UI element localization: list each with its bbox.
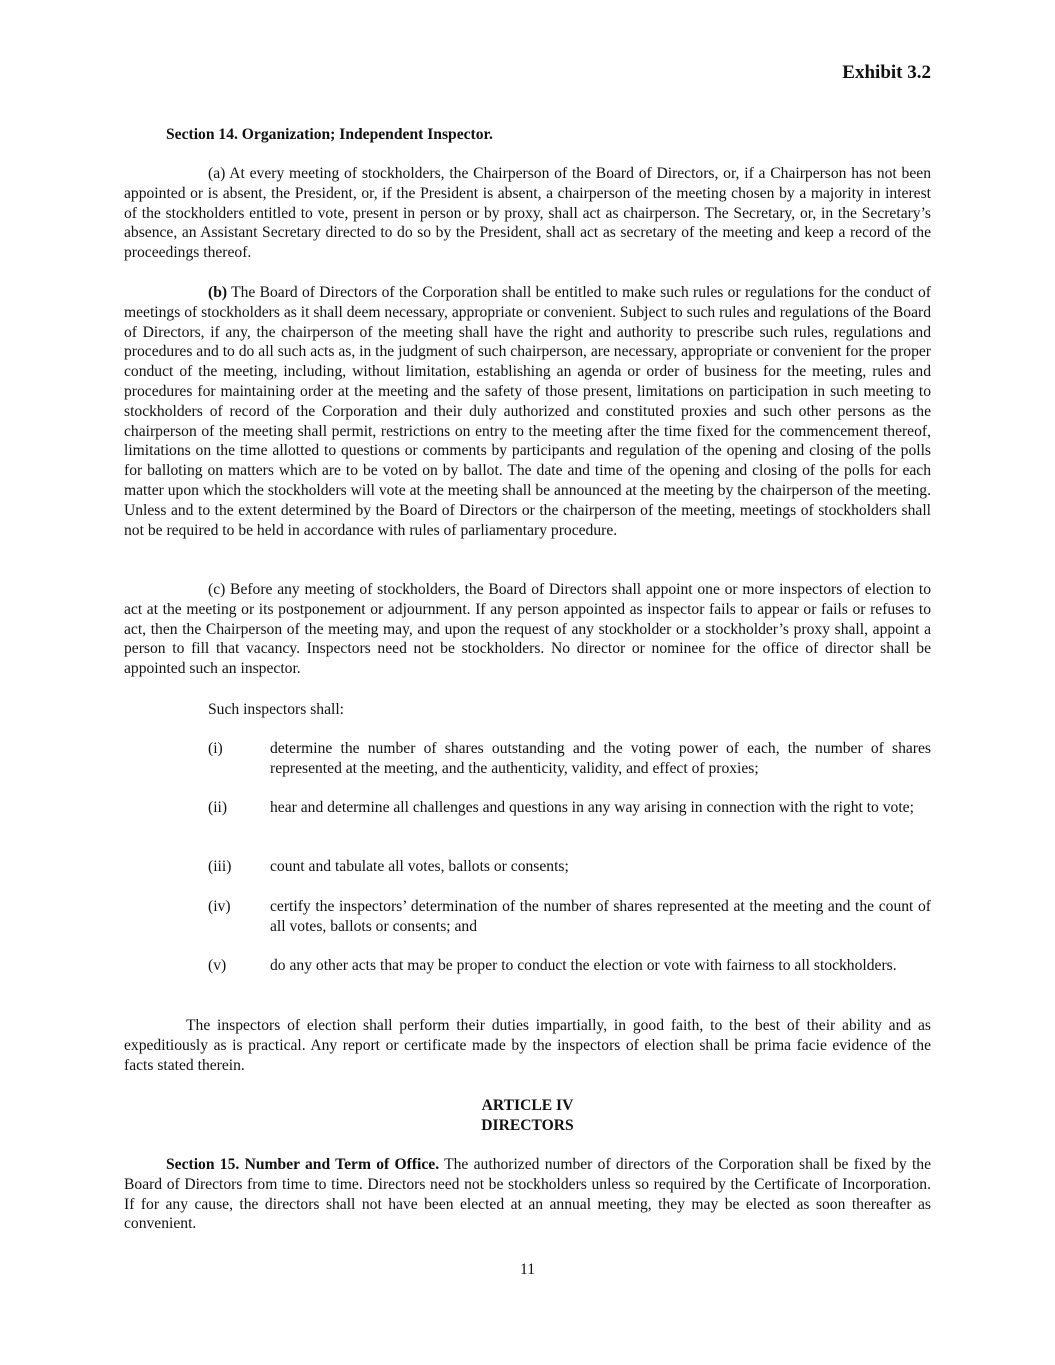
exhibit-label: Exhibit 3.2 xyxy=(842,62,931,83)
section-14-title: Section 14. Organization; Independent Inspector. xyxy=(166,126,493,143)
section-14-paragraph-b xyxy=(124,283,931,540)
article-number: ARTICLE IV xyxy=(481,1097,574,1114)
inspectors-closing-paragraph xyxy=(124,1016,931,1075)
paragraph-b-label: (b) xyxy=(208,284,228,301)
paragraph-a-text: (a) At every meeting of stockholders, the Chairperson of the Board of Directors, or, if a Chairperson has not been appointed or is absent, the President, or, if the President is absent, a chairperson of the meeting chosen by a majority in interest of the stockholders entitled to vote, present in person or by proxy, shall act as chairperson. The Secretary, or, in the Secretary’s absence, an Assistant Secretary directed to do so by the President, shall act as secretary of the meeting and keep a record of the proceedings thereof. xyxy=(124,165,931,262)
paragraph-b-text: The Board of Directors of the Corporation shall be entitled to make such rules or regulations for the conduct of meetings of stockholders as it shall deem necessary, appropriate or convenient. Subject to such rules and regulations of the Board of Directors, if any, the chairperson of the meeting shall have the right and authority to prescribe such rules, regulations and procedures and to do all such acts as, in the judgment of such chairperson, are necessary, appropriate or convenient for the proper conduct of the meeting, including, without limitation, establishing an agenda or order of business for the meeting, rules and procedures for maintaining order at the meeting and the safety of those present, limitations on participation in such meeting to stockholders of record of the Corporation and their duly authorized and constituted proxies and such other persons as the chairperson of the meeting shall permit, restrictions on entry to the meeting after the time fixed for the commencement thereof, limitations on the time allotted to questions or comments by participants and regulation of the opening and closing of the polls for balloting on matters which are to be voted on by ballot. The date and time of the opening and closing of the polls for each matter upon which the stockholders will vote at the meeting shall be announced at the meeting by the chairperson of the meeting. Unless and to the extent determined by the Board of Directors or the chairperson of the meeting, meetings of stockholders shall not be required to be held in accordance with rules of parliamentary procedure. xyxy=(124,284,931,539)
closing-text: The inspectors of election shall perform their duties impartially, in good faith, to the best of their ability and as expeditiously as is practical. Any report or certificate made by the inspectors of election shall be prima facie evidence of the facts stated therein. xyxy=(124,1017,931,1074)
section-14-paragraph-a xyxy=(124,164,931,263)
paragraph-c-text: (c) Before any meeting of stockholders, the Board of Directors shall appoint one or more inspectors of election to act at the meeting or its postponement or adjournment. If any person appointed as inspector fails to appear or fails or refuses to act, then the Chairperson of the meeting may, and upon the request of any stockholder or a stockholder’s proxy shall, appoint a person to fill that vacancy. Inspectors need not be stockholders. No director or nominee for the office of director shall be appointed such an inspector. xyxy=(124,581,931,678)
list-item-text: determine the number of shares outstanding and the voting power of each, the number of shares represented at the meeting, and the authenticity, validity, and effect of proxies; xyxy=(270,740,931,777)
section-15-paragraph xyxy=(124,1155,931,1234)
list-item-number: (ii) xyxy=(208,799,228,816)
article-title: DIRECTORS xyxy=(481,1117,574,1134)
list-item-text: certify the inspectors’ determination of the number of shares represented at the meeting and the count of all votes, ballots or consents; and xyxy=(270,898,931,935)
section-15-text: The authorized number of directors of the Corporation shall be fixed by the Board of Directors from time to time. Directors need not be stockholders unless so required by the Certificate of Incorporation. If for any cause, the directors shall not have been elected at an annual meeting, they may be elected as soon thereafter as convenient. xyxy=(124,1156,931,1233)
page-number: 11 xyxy=(519,1261,535,1278)
list-item-text: hear and determine all challenges and questions in any way arising in connection with the right to vote; xyxy=(270,799,914,816)
list-item-text: count and tabulate all votes, ballots or consents; xyxy=(270,858,569,875)
inspectors-intro: Such inspectors shall: xyxy=(208,701,344,718)
list-item-number: (i) xyxy=(208,740,223,757)
list-item-number: (iii) xyxy=(208,858,232,875)
section-15-title: Section 15. Number and Term of Office. xyxy=(166,1156,440,1173)
list-item-text: do any other acts that may be proper to conduct the election or vote with fairness to all stockholders. xyxy=(270,957,897,974)
list-item-number: (iv) xyxy=(208,898,231,915)
section-14-paragraph-c xyxy=(124,580,931,679)
list-item-number: (v) xyxy=(208,957,227,974)
